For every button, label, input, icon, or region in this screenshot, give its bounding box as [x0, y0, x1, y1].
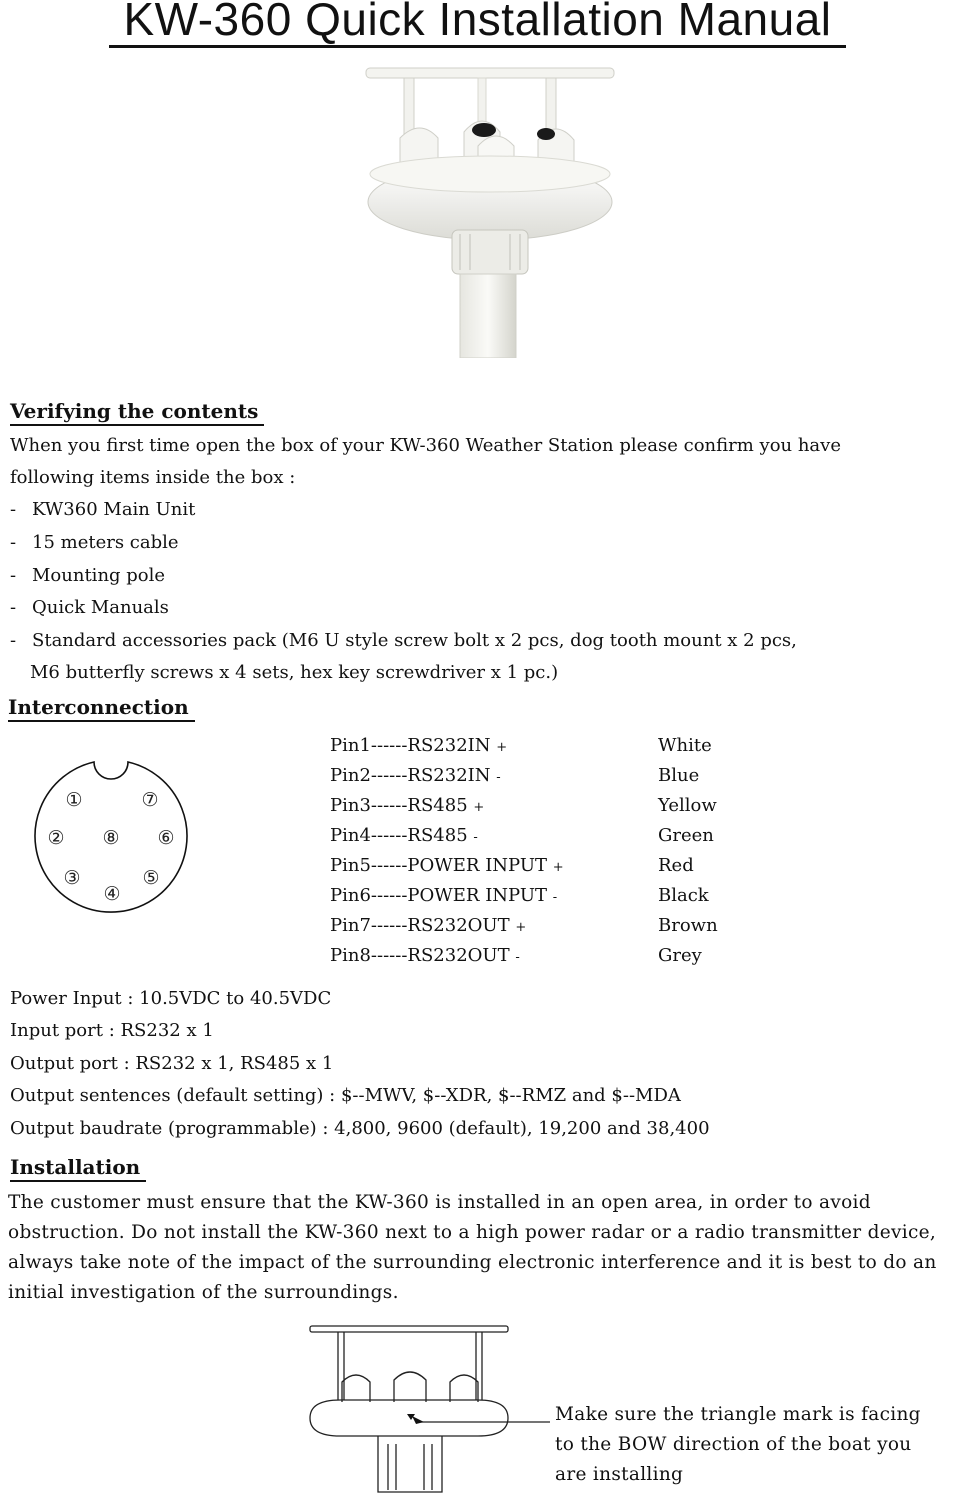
- paragraph-line: initial investigation of the surroundings.: [8, 1282, 399, 1303]
- verifying-intro-line2: following items inside the box :: [10, 467, 296, 488]
- spec-power-input: Power Input : 10.5VDC to 40.5VDC: [10, 988, 332, 1009]
- connector-pin-label: ⑦: [141, 789, 159, 811]
- pin-row: [330, 884, 557, 910]
- installation-paragraph: [8, 1188, 955, 1308]
- pin-sign: -: [473, 830, 478, 845]
- connector-pin-label: ③: [63, 867, 81, 889]
- pin-color: Green: [658, 825, 714, 846]
- connector-pin-label: ②: [47, 827, 65, 849]
- pin-sign: +: [515, 920, 527, 935]
- list-item-text: 15 meters cable: [32, 532, 179, 553]
- list-item: [10, 629, 797, 653]
- connector-pin-label: ⑧: [102, 827, 120, 849]
- list-bullet: -: [10, 630, 17, 651]
- pin-row: [330, 914, 526, 940]
- pin-row: [330, 944, 520, 970]
- verifying-intro-line1: When you first time open the box of your KW-360 Weather Station please confirm you have: [10, 435, 841, 456]
- spec-output-baudrate: Output baudrate (programmable) : 4,800, 9600 (default), 19,200 and 38,400: [10, 1118, 710, 1139]
- list-bullet: -: [10, 499, 17, 520]
- interconnection-heading: Interconnection: [8, 694, 195, 722]
- pin-label: Pin5------POWER INPUT: [330, 855, 548, 876]
- paragraph-line: always take note of the impact of the surrounding electronic interference and it is best to do an: [8, 1252, 937, 1273]
- list-bullet: -: [10, 597, 17, 618]
- pointer-arrow: [412, 1416, 424, 1424]
- verifying-heading: Verifying the contents: [10, 398, 264, 426]
- installation-line-drawing: [300, 1322, 560, 1498]
- list-bullet: -: [10, 532, 17, 553]
- list-item-text: Quick Manuals: [32, 597, 169, 618]
- pin-color: Blue: [658, 765, 700, 786]
- pin-sign: +: [496, 740, 508, 755]
- pin-label: Pin2------RS232IN: [330, 765, 491, 786]
- pin-label: Pin7------RS232OUT: [330, 915, 510, 936]
- pin-color: Yellow: [658, 795, 717, 816]
- pin-sign: -: [515, 950, 520, 965]
- weather-station-photo: [360, 62, 620, 358]
- note-line: Make sure the triangle mark is facing: [555, 1404, 921, 1425]
- list-item-text: KW360 Main Unit: [32, 499, 196, 520]
- list-item: [10, 596, 169, 620]
- pin-color: Red: [658, 855, 694, 876]
- pin-color: Black: [658, 885, 709, 906]
- pin-row: [330, 854, 564, 880]
- paragraph-line: obstruction. Do not install the KW-360 next to a high power radar or a radio transmitter device,: [8, 1222, 937, 1243]
- pin-label: Pin3------RS485: [330, 795, 468, 816]
- pin-label: Pin6------POWER INPUT: [330, 885, 548, 906]
- connector-pinout-diagram: [30, 758, 195, 920]
- list-item: [10, 564, 165, 588]
- installation-heading: Installation: [10, 1154, 146, 1182]
- connector-pin-label: ④: [103, 883, 121, 905]
- list-item: [10, 531, 179, 555]
- note-line: are installing: [555, 1464, 684, 1485]
- triangle-mark-note: [555, 1400, 921, 1490]
- paragraph-line: The customer must ensure that the KW-360 is installed in an open area, in order to avoid: [8, 1192, 871, 1213]
- connector-pin-label: ①: [65, 789, 83, 811]
- pin-label: Pin4------RS485: [330, 825, 468, 846]
- pin-label: Pin1------RS232IN: [330, 735, 491, 756]
- list-item-continuation: M6 butterfly screws x 4 sets, hex key screwdriver x 1 pc.): [30, 662, 559, 683]
- pin-sign: +: [552, 860, 564, 875]
- pin-row: [330, 824, 478, 850]
- page-title: KW-360 Quick Installation Manual: [0, 0, 955, 48]
- spec-output-port: Output port : RS232 x 1, RS485 x 1: [10, 1053, 334, 1074]
- list-bullet: -: [10, 565, 17, 586]
- list-item: [10, 498, 195, 522]
- pin-color: White: [658, 735, 712, 756]
- pin-sign: +: [473, 800, 485, 815]
- note-line: to the BOW direction of the boat you: [555, 1434, 912, 1455]
- spec-input-port: Input port : RS232 x 1: [10, 1020, 214, 1041]
- pin-label: Pin8------RS232OUT: [330, 945, 510, 966]
- list-item-text: Standard accessories pack (M6 U style screw bolt x 2 pcs, dog tooth mount x 2 pcs,: [32, 630, 797, 651]
- pin-sign: -: [496, 770, 501, 785]
- list-item-text: Mounting pole: [32, 565, 166, 586]
- pin-sign: -: [552, 890, 558, 905]
- spec-output-sentences: Output sentences (default setting) : $--MWV, $--XDR, $--RMZ and $--MDA: [10, 1085, 681, 1106]
- pin-row: [330, 734, 507, 760]
- pin-row: [330, 764, 501, 790]
- pin-color: Grey: [658, 945, 702, 966]
- connector-pin-label: ⑤: [142, 867, 160, 889]
- connector-pin-label: ⑥: [157, 827, 175, 849]
- pin-color: Brown: [658, 915, 718, 936]
- pin-row: [330, 794, 484, 820]
